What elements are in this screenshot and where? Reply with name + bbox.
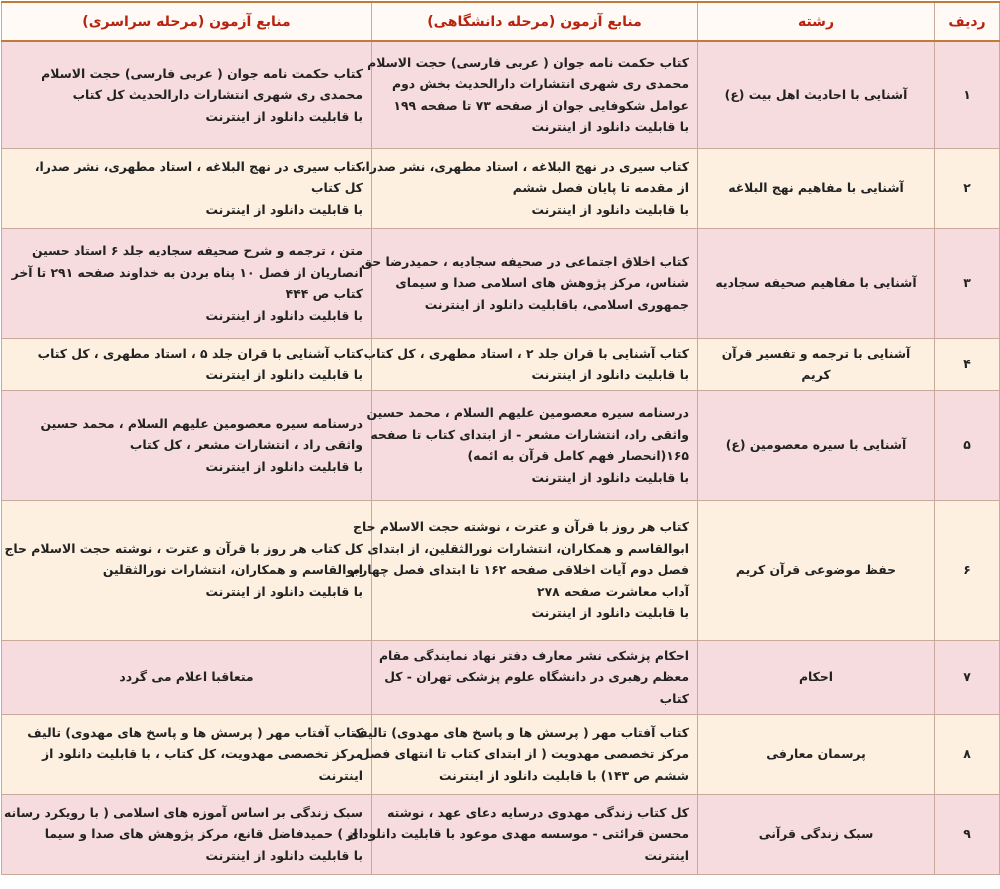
field-name: آشنایی با مفاهیم صحیفه سجادیه [698,228,935,338]
source-line: کتاب آفتاب مهر ( پرسش ها و پاسخ های مهدوی) تالیف [27,724,363,740]
source-line: معظم رهبری در دانشگاه علوم پزشکی تهران - کل [384,669,689,685]
table-row [2,500,1000,640]
source-line: کتاب حکمت نامه جوان ( عربی فارسی) حجت الاسلام [367,54,689,70]
university-sources-cell [346,794,698,874]
source-line: درسنامه سیره معصومین علیهم السلام ، محمد حسین [40,415,363,431]
source-line: کتاب ص ۴۴۴ [285,286,363,301]
row-index: ۲ [935,148,1000,228]
source-line: درسنامه سیره معصومین علیهم السلام ، محمد حسین [366,405,689,420]
university-sources-cell [363,338,698,390]
source-line: با قابلیت دانلود از اینترنت [531,469,689,485]
source-line: با قابلیت دانلود از اینترنت [531,119,689,135]
field-name: احکام [698,640,935,714]
source-line: آداب معاشرت صفحه ۲۷۸ [537,583,689,599]
table-row [2,338,1000,390]
regional-sources-cell [2,500,372,640]
source-line: با قابلیت دانلود از اینترنت [205,201,363,217]
source-line: کل کتاب هر روز با قرآن و عترت ، نوشته حجت الاسلام حاج [4,540,363,556]
source-line: با قابلیت دانلود از اینترنت [531,367,689,382]
source-line: با قابلیت دانلود از اینترنت [205,307,363,323]
source-line: با قابلیت دانلود از اینترنت [205,367,363,382]
field-name: آشنایی با احادیث اهل بیت (ع) [698,41,935,148]
source-line: جمهوری اسلامی، باقابلیت دانلود از اینترنت [424,296,689,312]
regional-sources-cell [2,714,372,794]
source-line: ای ) حمیدفاضل قانع، مرکز پژوهش های صدا و سیما [44,826,363,842]
source-line: مرکز تخصصی مهدویت، کل کتاب ، با قابلیت دانلود از [42,746,363,762]
source-line: ابوالقاسم و همکاران، انتشارات نورالثقلین [102,562,363,578]
source-line: محمدی ری شهری انتشارات دارالحدیث بخش دوم [391,76,689,92]
source-line: شناس، مرکز پژوهش های اسلامی صدا و سیمای [395,275,689,291]
source-line: واثقی راد، انتشارات مشعر - از ابتدای کتاب تا صفحه [370,426,689,442]
source-line: کتاب سیری در نهج البلاغه ، استاد مطهری، نشر صدرا، [360,158,689,174]
field-name: آشنایی با ترجمه و تفسیر قرآن کریم [698,338,935,390]
source-line: کل کتاب زندگی مهدوی درسایه دعای عهد ، نوشته [387,804,689,820]
source-line: متن ، ترجمه و شرح صحیفه سجادیه جلد ۶ استاد حسین [31,243,363,258]
source-line: مرکز تخصصی مهدویت ( از ابتدای کتاب تا انتهای فصل [358,746,689,762]
table-row [2,714,1000,794]
row-index: ۳ [935,228,1000,338]
table-row [2,228,1000,338]
source-line: ششم ص ۱۴۳) با قابلیت دانلود از اینترنت [438,767,689,783]
table-row [2,148,1000,228]
source-line: کتاب آشنایی با قران جلد ۵ ، استاد مطهری ، کل کتاب [37,345,363,361]
source-line: کتاب آشنایی با قران جلد ۲ ، استاد مطهری ، کل کتاب [363,345,689,361]
field-name: آشنایی با سیره معصومین (ع) [698,390,935,500]
table-row [2,41,1000,148]
row-index: ۹ [935,794,1000,874]
field-name: حفظ موضوعی قرآن کریم [698,500,935,640]
regional-sources-cell [2,228,372,338]
university-sources-cell [350,500,698,640]
university-sources-cell [353,714,698,794]
regional-sources-cell [2,390,372,500]
source-line: با قابلیت دانلود از اینترنت [531,605,689,621]
row-index: ۱ [935,41,1000,148]
regional-sources-cell [2,640,372,714]
source-line: اینترنت [644,847,689,863]
source-line: کتاب اخلاق اجتماعی در صحیفه سجادیه ، حمیدرضا حق [361,253,689,269]
source-line: با قابلیت دانلود از اینترنت [205,847,363,863]
source-line: عوامل شکوفایی جوان از صفحه ۷۳ تا صفحه ۱۹۹ [393,97,689,113]
source-line: محسن قرائتی - موسسه مهدی موعود با قابلیت دانلود از [346,826,689,842]
source-line: محمدی ری شهری انتشارات دارالحدیث کل کتاب [72,87,363,102]
source-line: واثقی راد ، انتشارات مشعر ، کل کتاب [129,437,363,453]
exam-sources-table [1,1,1000,875]
regional-sources-cell [2,41,372,148]
university-sources-cell [361,228,698,338]
source-line: کل کتاب [311,180,363,196]
source-line: ابوالقاسم و همکاران، انتشارات نورالثقلین، از ابتدای [367,540,689,556]
row-index: ۴ [935,338,1000,390]
table-row [2,390,1000,500]
row-index: ۵ [935,390,1000,500]
table-row [2,640,1000,714]
source-line: انصاریان از فصل ۱۰ پناه بردن به خداوند صفحه ۲۹۱ تا آخر [11,264,363,280]
source-line: ۱۶۵(انحصار فهم کامل قرآن به ائمه) [467,448,689,463]
source-line: با قابلیت دانلود از اینترنت [205,108,363,124]
source-line: کتاب سیری در نهج البلاغه ، استاد مطهری، نشر صدرا، [34,158,363,174]
university-sources-cell [366,390,698,500]
header-field: رشته [698,2,935,41]
source-line: کتاب آفتاب مهر ( پرسش ها و پاسخ های مهدوی) تالیف [353,724,689,740]
regional-sources-cell [2,338,372,390]
university-sources-cell [372,640,698,714]
row-index: ۷ [935,640,1000,714]
header-row [2,2,1000,41]
source-line: کتاب هر روز با قرآن و عترت ، نوشته حجت الاسلام حاج [353,519,689,535]
source-line: از مقدمه تا پایان فصل ششم [512,180,689,196]
source-line: اینترنت [318,767,363,783]
university-sources-cell [367,41,698,148]
row-index: ۸ [935,714,1000,794]
row-index: ۶ [935,500,1000,640]
field-name: آشنایی با مفاهیم نهج البلاغه [698,148,935,228]
header-regional-sources: منابع آزمون (مرحله سراسری) [2,2,372,41]
university-sources-cell [360,148,698,228]
table-row [2,794,1000,874]
regional-sources-cell [2,794,372,874]
source-line: احکام پزشکی نشر معارف دفتر نهاد نمایندگی مقام [378,647,689,663]
header-index: ردیف [935,2,1000,41]
source-line: با قابلیت دانلود از اینترنت [205,583,363,599]
source-line: کتاب [659,690,689,706]
source-line: کتاب حکمت نامه جوان ( عربی فارسی) حجت الاسلام [41,65,363,81]
source-line: متعاقبا اعلام می گردد [119,669,254,685]
source-line: با قابلیت دانلود از اینترنت [531,201,689,217]
field-name: پرسمان معارفی [698,714,935,794]
source-line: فصل دوم آیات اخلاقی صفحه ۱۶۲ تا ابتدای فصل چهارم [350,562,689,578]
field-name: سبک زندگی قرآنی [698,794,935,874]
regional-sources-cell [2,148,372,228]
source-line: سبک زندگی بر اساس آموزه های اسلامی ( با رویکرد رسانه [4,804,363,820]
header-university-sources: منابع آزمون (مرحله دانشگاهی) [372,2,698,41]
source-line: با قابلیت دانلود از اینترنت [205,458,363,474]
